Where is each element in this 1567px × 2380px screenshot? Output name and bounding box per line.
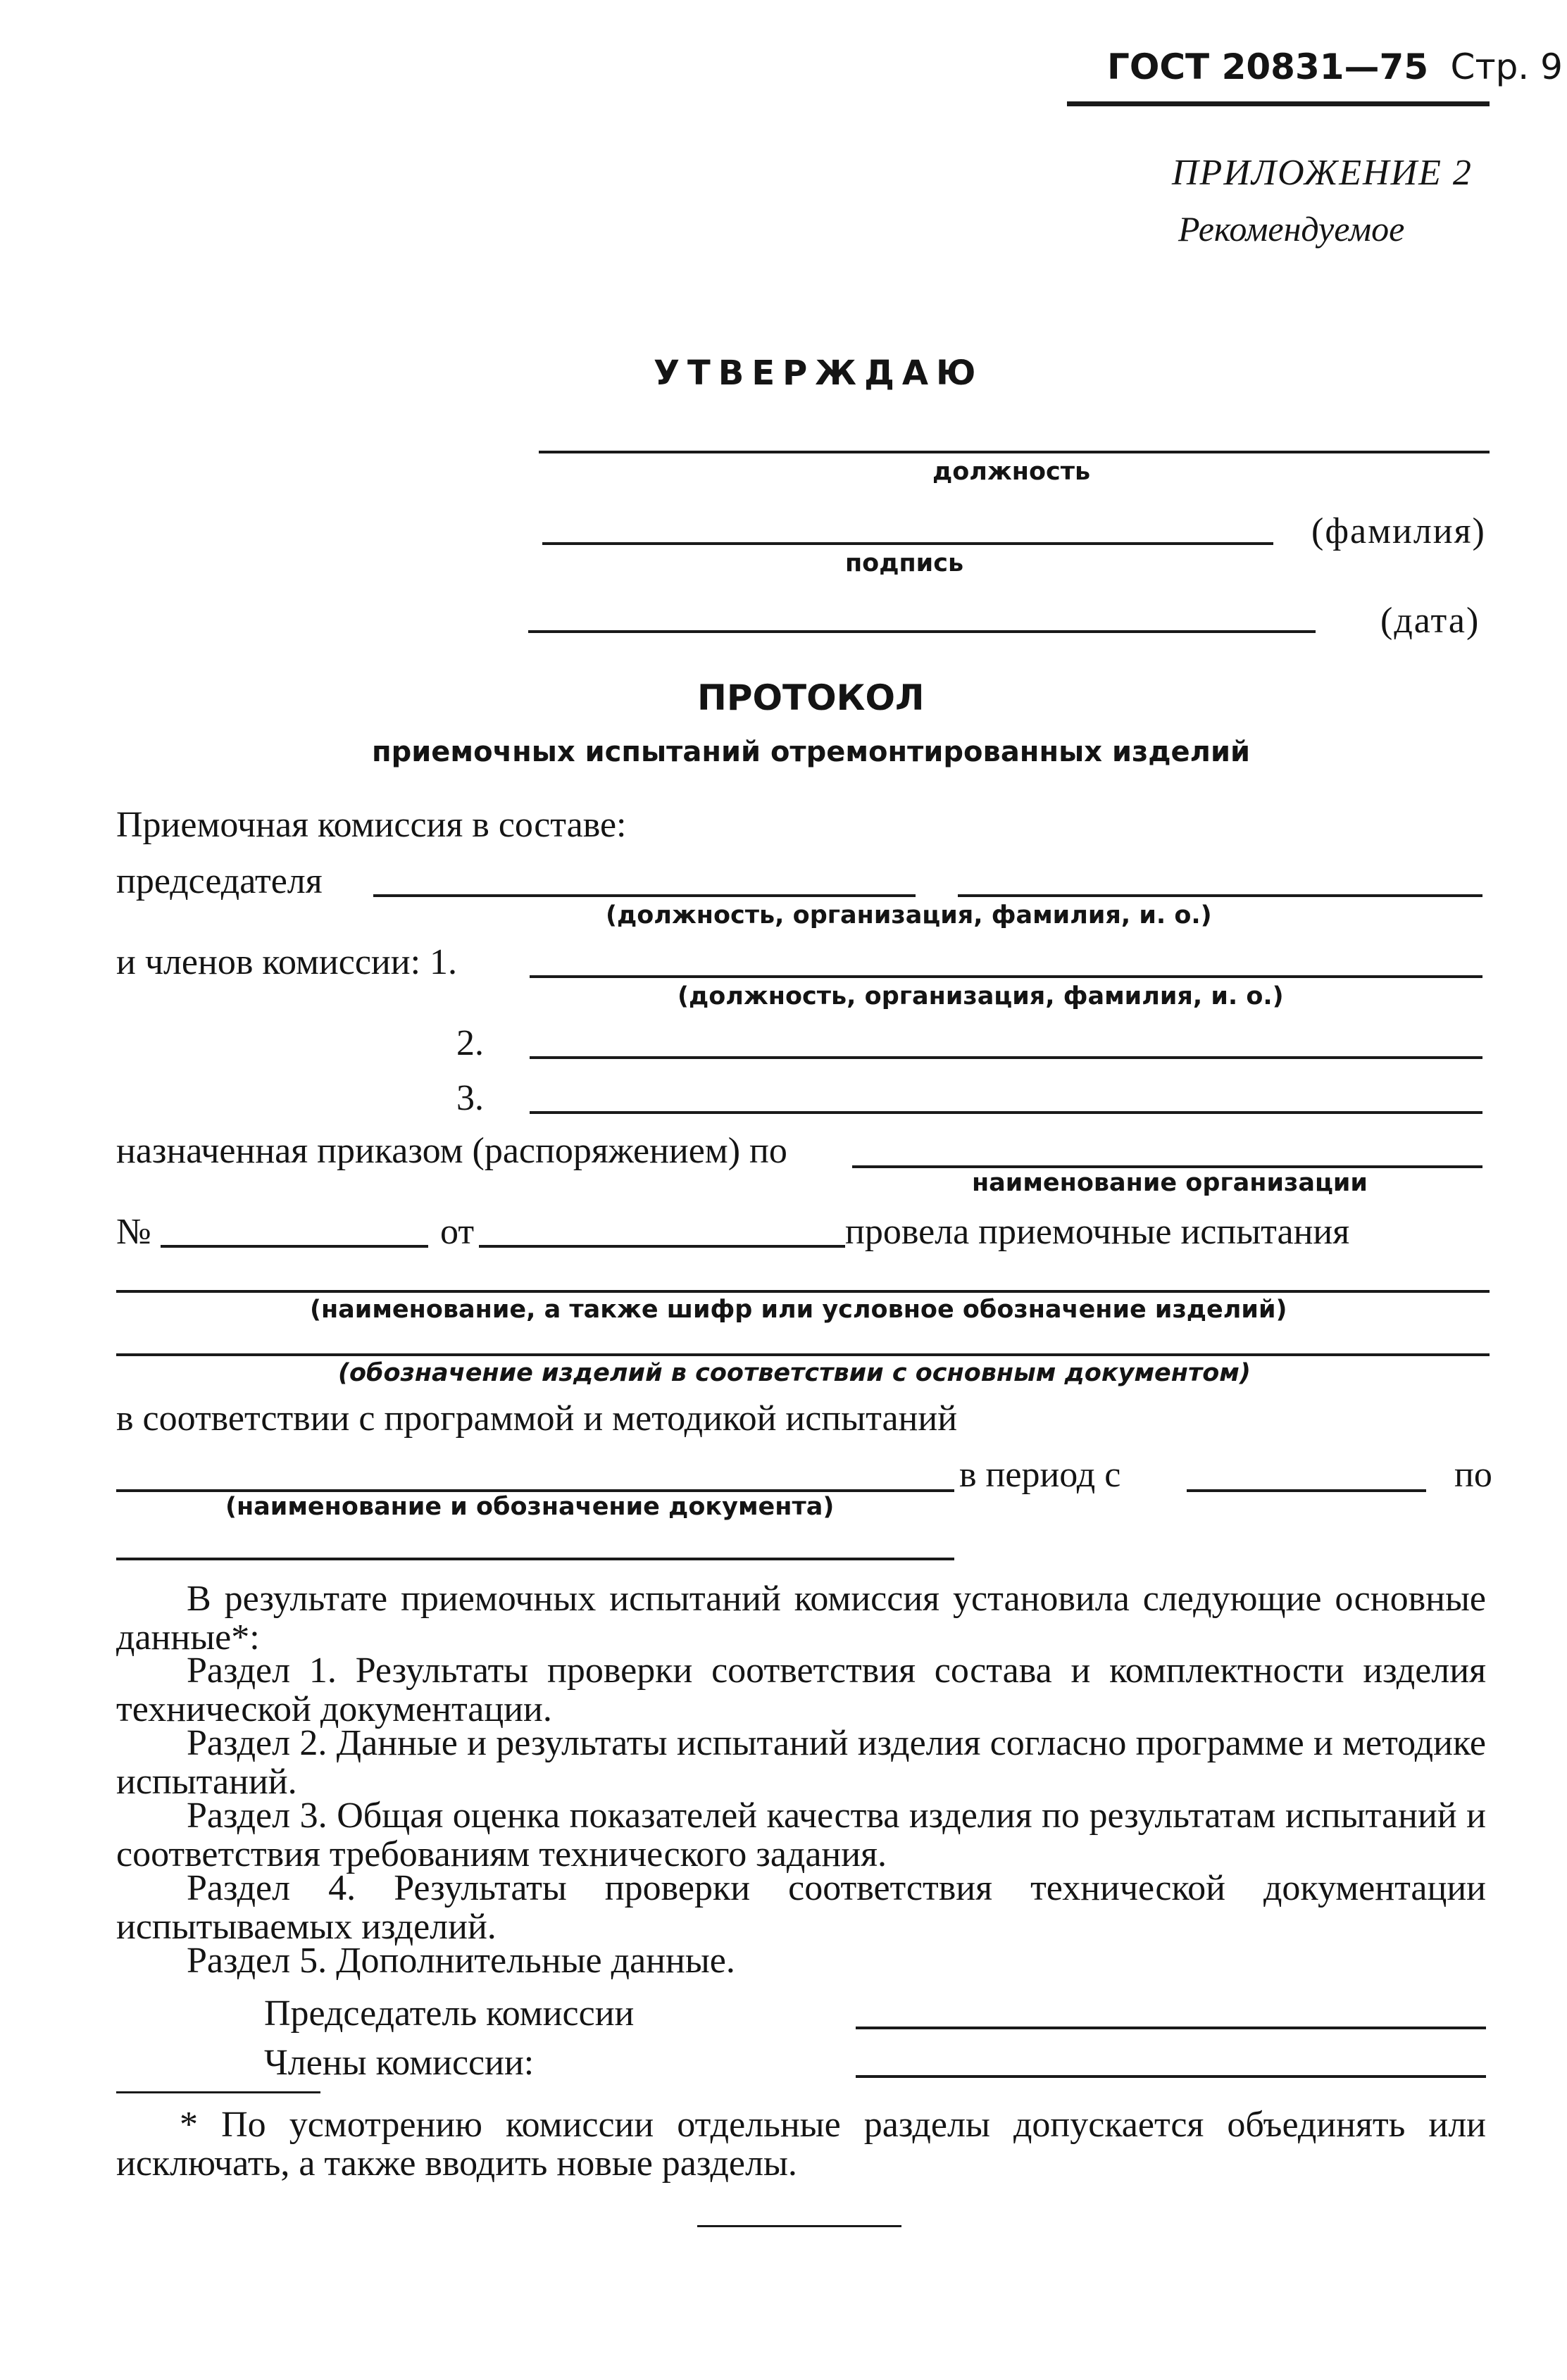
position-caption: должность	[932, 458, 1091, 486]
section-4: Раздел 4. Результаты проверки соответствия технической документации испытываемых изделий.	[116, 1868, 1486, 1947]
page-number: Стр. 9	[1450, 46, 1563, 87]
signature-caption: подпись	[845, 549, 964, 577]
protocol-title: ПРОТОКОЛ	[697, 677, 925, 718]
order-label: назначенная приказом (распоряжением) по	[116, 1131, 787, 1171]
section-2: Раздел 2. Данные и результаты испытаний изделия согласно программе и методике испытаний.	[116, 1723, 1486, 1802]
chairman-line-1	[373, 894, 916, 897]
commission-intro: Приемочная комиссия в составе:	[116, 805, 627, 845]
running-header	[1107, 46, 1563, 87]
members-caption: (должность, организация, фамилия, и. о.)	[678, 982, 1284, 1010]
organization-line	[852, 1165, 1482, 1168]
approval-title: УТВЕРЖДАЮ	[654, 353, 984, 393]
footnote-text: * По усмотрению комиссии отдельные разделы допускается объединять или исключать, а также вводить новые разделы.	[116, 2105, 1486, 2184]
member-2-number: 2.	[456, 1023, 484, 1063]
chairman-line-2	[958, 894, 1482, 897]
chairman-signature-line	[856, 2027, 1486, 2029]
member-3-number: 3.	[456, 1078, 484, 1118]
product-caption: (наименование, а также шифр или условное обозначение изделий)	[310, 1296, 1287, 1324]
members-label: и членов комиссии: 1.	[116, 942, 458, 982]
member-2-line	[530, 1056, 1482, 1059]
conducted-label: провела приемочные испытания	[845, 1212, 1350, 1252]
program-label: в соответствии с программой и методикой испытаний	[116, 1398, 958, 1439]
surname-label: (фамилия)	[1311, 511, 1486, 551]
period-start-line	[1187, 1489, 1426, 1492]
members-signature-line	[856, 2075, 1486, 2078]
appendix-title: ПРИЛОЖЕНИЕ 2	[1172, 153, 1473, 193]
protocol-subtitle: приемочных испытаний отремонтированных изделий	[372, 736, 1251, 768]
period-end-line	[116, 1558, 954, 1560]
position-line	[539, 451, 1490, 453]
date-line	[528, 630, 1316, 633]
product-name-line	[116, 1290, 1490, 1293]
appendix-status: Рекомендуемое	[1178, 209, 1405, 249]
period-to-label: по	[1454, 1455, 1492, 1495]
section-3: Раздел 3. Общая оценка показателей качества изделия по результатам испытаний и соответствия требованиям технического задания.	[116, 1796, 1486, 1874]
number-sign: №	[116, 1212, 151, 1252]
member-1-line	[530, 975, 1482, 978]
signature-line	[542, 542, 1273, 545]
from-label: от	[440, 1212, 475, 1252]
section-5: Раздел 5. Дополнительные данные.	[187, 1941, 735, 1981]
organization-caption: наименование организации	[972, 1169, 1368, 1197]
section-1: Раздел 1. Результаты проверки соответствия состава и комплектности изделия технической документации.	[116, 1651, 1486, 1729]
period-label: в период с	[959, 1455, 1121, 1495]
product-designation-line	[116, 1353, 1490, 1356]
members-signature-label: Члены комиссии:	[264, 2043, 535, 2083]
chairman-signature-label: Председатель комиссии	[264, 1993, 635, 2034]
end-rule	[697, 2225, 901, 2227]
standard-number: ГОСТ 20831—75	[1107, 46, 1429, 87]
document-caption: (наименование и обозначение документа)	[225, 1493, 835, 1521]
document-line	[116, 1489, 954, 1492]
results-intro: В результате приемочных испытаний комиссия установила следующие основные данные*:	[116, 1579, 1486, 1658]
header-rule	[1067, 101, 1490, 106]
date-label: (дата)	[1380, 601, 1480, 641]
designation-caption: (обозначение изделий в соответствии с основным документом)	[338, 1359, 1251, 1387]
member-3-line	[530, 1111, 1482, 1114]
order-number-line	[161, 1245, 428, 1248]
chairman-label: председателя	[116, 861, 323, 901]
footnote-separator	[116, 2091, 320, 2093]
order-date-line	[479, 1245, 845, 1248]
chairman-caption: (должность, организация, фамилия, и. о.)	[606, 901, 1212, 929]
